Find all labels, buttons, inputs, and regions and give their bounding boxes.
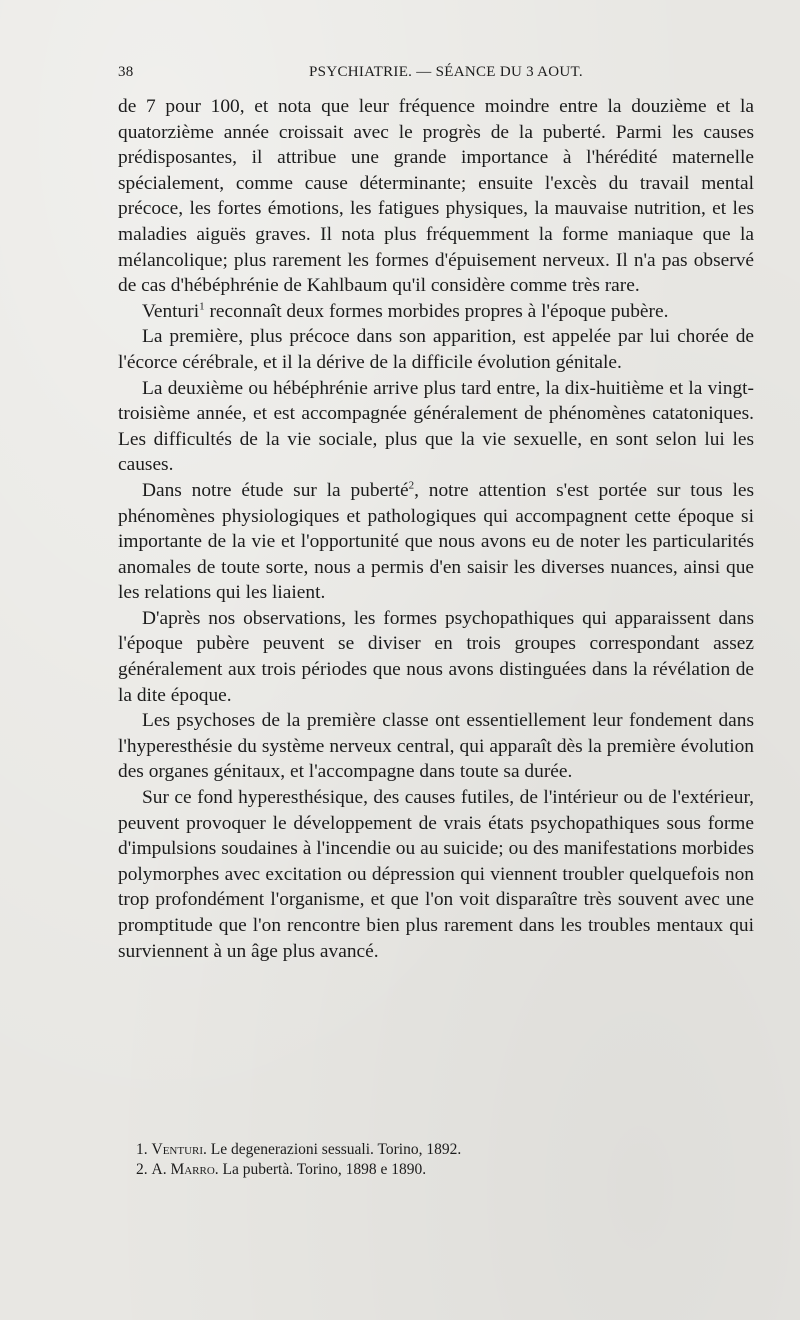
footnote-author: Venturi [151, 1141, 204, 1158]
footnote-text: . La pubertà. Torino, 1898 e 1890. [214, 1161, 427, 1178]
paragraph: La première, plus précoce dans son apparition, est appelée par lui chorée de l'écorce cérébrale, et il la dérive de la difficile évolution génitale. [118, 326, 754, 373]
page-header [118, 64, 754, 86]
footnote-number: 2. [136, 1161, 148, 1178]
footnote-number: 1. [136, 1141, 148, 1158]
page-number: 38 [118, 64, 134, 80]
footnote-mark: 1 [199, 300, 205, 313]
footnotes [118, 1140, 754, 1180]
body-text [118, 94, 754, 964]
paragraph-venturi [118, 299, 754, 325]
venturi-lead: Venturi [142, 300, 200, 322]
footnote [118, 1160, 754, 1180]
puberte-lead: Dans notre étude sur la puberté [142, 479, 409, 501]
paragraph: Les psychoses de la première classe ont essentiellement leur fondement dans l'hyperesthésie du système nerveux central, qui apparaît dès la première évolution des organes génitaux, et l'accompagne dans toute sa durée. [118, 710, 754, 783]
paragraph: D'après nos observations, les formes psychopathiques qui apparaissent dans l'époque pubère peuvent se diviser en trois groupes correspondant assez généralement aux trois périodes que nous avons distinguées dans la révélation de la dite époque. [118, 607, 754, 706]
footnote [118, 1140, 754, 1160]
venturi-rest: reconnaît deux formes morbides propres à l'époque pubère. [204, 300, 669, 322]
paragraph: Sur ce fond hyperesthésique, des causes futiles, de l'intérieur ou de l'extérieur, peuvent provoquer le développement de vrais états psychopathiques sous forme d'impulsions soudaines à l'incendie ou au suicide; ou des manifestations morbides polymorphes avec excitation ou dépression qui viennent troubler quelquefois non trop profondément l'organisme, et que l'on voit disparaître très souvent avec une promptitude que l'on rencontre bien plus rarement dans les troubles mentaux qui surviennent à un âge plus avancé. [118, 787, 754, 962]
footnote-author: A. Marro [151, 1161, 215, 1178]
footnote-text: . Le degenerazioni sessuali. Torino, 1892. [203, 1141, 462, 1158]
paragraph-puberte [118, 478, 754, 606]
paragraph: de 7 pour 100, et nota que leur fréquence moindre entre la douzième et la quatorzième année croissait avec le progrès de la puberté. Parmi les causes prédisposantes, il attribue une grande importance à l'hérédité maternelle spécialement, comme cause déterminante; ensuite l'excès du travail mental précoce, les fortes émotions, les fatigues physiques, la mauvaise nutrition, et les maladies aiguës graves. Il nota plus fréquemment la forme maniaque que la mélancolique; plus rarement les formes d'épuisement nerveux. Il n'a pas observé de cas d'hébéphrénie de Kahlbaum qu'il considère comme très rare. [118, 96, 754, 297]
running-title: PSYCHIATRIE. — SÉANCE DU 3 AOUT. [309, 64, 583, 80]
puberte-rest: , notre attention s'est portée sur tous les phénomènes physiologiques et pathologiques qui accompagnent cette époque si importante de la vie et l'opportunité que nous avons eu de noter les particularités anomales de toute sorte, nous a permis d'en saisir les diverses nuances, ainsi que les relations qui les liaient. [118, 479, 754, 604]
footnote-mark: 2 [408, 479, 415, 492]
paragraph: La deuxième ou hébéphrénie arrive plus tard entre, la dix-huitième et la vingt-troisième année, et est accompagnée généralement de phénomènes catatoniques. Les difficultés de la vie sociale, plus que la vie sexuelle, en sont selon lui les causes. [118, 377, 754, 476]
